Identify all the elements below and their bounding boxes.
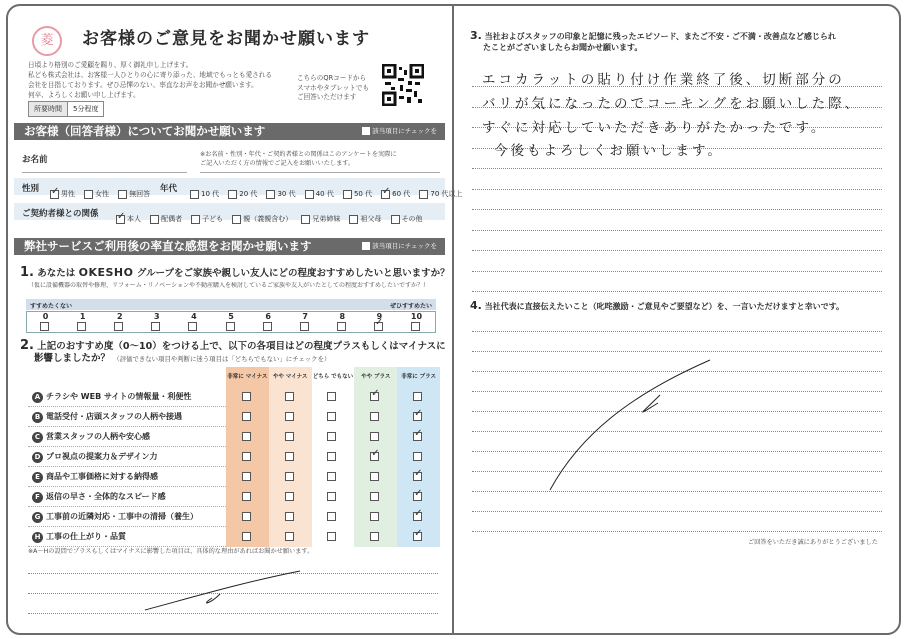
question-text: 当社代表に直接伝えたいこと（叱咤激励・ご意見やご要望など）を、一言いただけますと幸いです。 [484, 302, 844, 311]
rating-cell[interactable] [312, 507, 355, 527]
checkbox[interactable] [151, 322, 160, 331]
rating-cell[interactable] [269, 407, 312, 427]
checkbox[interactable] [40, 322, 49, 331]
item-label: F 返信の早さ・全体的なスピード感 [28, 487, 226, 507]
age-option[interactable]: 30 代 [266, 190, 295, 198]
table-row [28, 407, 440, 427]
item-label: A チラシや WEB サイトの情報量・利便性 [28, 387, 226, 407]
scale-option-3[interactable]: 3 [138, 312, 175, 332]
scale-option-8[interactable]: 8 [324, 312, 361, 332]
footnote: ※A〜Hの設問でプラスもしくはマイナスに影響した項目は、具体的な理由があればお聞かせ願います。 [28, 548, 314, 555]
scale-option-0[interactable]: 0 [27, 312, 64, 332]
intro-line: 何卒、よろしくお願い申し上げます。 [28, 91, 140, 99]
checkbox[interactable] [188, 322, 197, 331]
table-row [28, 527, 440, 547]
page-title: お客様のご意見をお聞かせ願います [82, 29, 370, 49]
checkbox[interactable] [370, 412, 379, 421]
scale-option-6[interactable]: 6 [250, 312, 287, 332]
handwritten-answer-line: すぐに対応していただきありがたかったです。 [482, 120, 828, 136]
question-text: 当社およびスタッフの印象と記憶に残ったエピソード、またご不安・ご不満・改善点など感じられ [484, 32, 836, 41]
item-badge: D [32, 452, 43, 463]
col-header: やや マイナス [269, 367, 312, 387]
item-label: C 営業スタッフの人柄や安心感 [28, 427, 226, 447]
name-line [22, 172, 187, 173]
qr-caption [297, 74, 377, 103]
checkbox[interactable] [370, 512, 379, 521]
scale-option-5[interactable]: 5 [212, 312, 249, 332]
rating-cell[interactable] [354, 467, 397, 487]
checkbox[interactable] [118, 190, 127, 199]
page-divider [452, 4, 454, 635]
checkbox[interactable] [413, 392, 422, 401]
col-header: どちら でもない [312, 367, 355, 387]
question-note: （評価できない項目や判断に迷う項目は「どちらでもない」にチェックを） [113, 355, 331, 363]
item-badge: G [32, 512, 43, 523]
checkbox[interactable] [242, 532, 251, 541]
item-label: D プロ視点の提案力＆デザイン力 [28, 447, 226, 467]
checkbox[interactable] [285, 452, 294, 461]
checkbox[interactable] [242, 512, 251, 521]
section-title: お客様（回答者様）についてお聞かせ願います [24, 124, 266, 138]
thanks-text: ご回答をいただき誠にありがとうございました [748, 539, 878, 546]
question-3 [470, 30, 890, 53]
intro-text [28, 60, 293, 100]
checkbox[interactable] [413, 532, 422, 541]
checkbox[interactable] [263, 322, 272, 331]
question-2 [20, 340, 450, 365]
checkbox[interactable] [50, 190, 59, 199]
checkbox[interactable] [374, 322, 383, 331]
rating-cell[interactable] [312, 387, 355, 407]
relation-options [116, 206, 427, 225]
checkbox[interactable] [242, 432, 251, 441]
checkbox[interactable] [285, 512, 294, 521]
rating-cell[interactable] [312, 427, 355, 447]
qr-code-icon[interactable] [382, 64, 424, 106]
rating-cell[interactable] [397, 387, 440, 407]
answer-line [472, 291, 882, 292]
question-1 [20, 265, 450, 280]
rating-cell[interactable] [269, 507, 312, 527]
gender-label: 性別 [22, 184, 40, 194]
checkbox[interactable] [327, 492, 336, 501]
section-title: 弊社サービスご利用後の率直な感想をお聞かせ願います [24, 239, 312, 253]
checkbox[interactable] [327, 432, 336, 441]
rating-cell[interactable] [226, 447, 269, 467]
rating-cell[interactable] [397, 427, 440, 447]
recommend-scale [26, 311, 436, 333]
rating-cell[interactable] [269, 447, 312, 467]
check-note: 該当項目にチェックを [362, 238, 437, 255]
scale-high-label: ぜひすすめたい [389, 303, 432, 310]
checkbox[interactable] [84, 190, 93, 199]
time-label: 所要時間 [29, 102, 68, 116]
item-badge: E [32, 472, 43, 483]
scale-option-10[interactable]: 10 [398, 312, 435, 332]
section-feedback-header [14, 238, 445, 255]
checkbox[interactable] [327, 512, 336, 521]
relation-option[interactable]: その他 [391, 215, 423, 223]
table-row [28, 447, 440, 467]
table-row [28, 387, 440, 407]
checkbox[interactable] [285, 412, 294, 421]
rating-cell[interactable] [226, 487, 269, 507]
rating-cell[interactable] [312, 487, 355, 507]
time-required [28, 101, 104, 117]
question-text-pre: あなたは [37, 268, 76, 279]
checkbox[interactable] [226, 322, 235, 331]
rating-cell[interactable] [312, 527, 355, 547]
rating-cell[interactable] [354, 507, 397, 527]
answer-line [472, 351, 882, 352]
scale-option-7[interactable]: 7 [287, 312, 324, 332]
question-text: 影響しましたか？ [34, 353, 111, 364]
rating-cell[interactable] [226, 527, 269, 547]
gender-option-male[interactable]: ✓ 男性 [50, 190, 75, 198]
answer-line [472, 230, 882, 231]
rating-cell[interactable] [269, 487, 312, 507]
rating-cell[interactable] [397, 527, 440, 547]
age-label: 年代 [160, 184, 178, 194]
handwritten-answer-line: バリが気になったのでコーキングをお願いした際、 [482, 96, 862, 112]
checkbox[interactable] [242, 472, 251, 481]
checkbox[interactable] [413, 492, 422, 501]
rating-cell[interactable] [269, 387, 312, 407]
scale-low-label: すすめたくない [30, 303, 73, 310]
rating-cell[interactable] [312, 447, 355, 467]
age-option[interactable]: 10 代 [190, 190, 219, 198]
checkbox[interactable] [327, 532, 336, 541]
checkbox[interactable] [413, 472, 422, 481]
rating-cell[interactable] [354, 527, 397, 547]
gender-option-female[interactable]: 女性 [84, 190, 109, 198]
col-header: やや プラス [354, 367, 397, 387]
checkbox[interactable] [242, 452, 251, 461]
age-option[interactable]: 40 代 [305, 190, 334, 198]
gender-options [50, 181, 154, 200]
col-header: 非常に マイナス [226, 367, 269, 387]
question-text-post: グループをご家族や親しい友人にどの程度おすすめしたいと思いますか？ [136, 268, 450, 279]
checkbox[interactable] [285, 432, 294, 441]
item-label: G 工事前の近隣対応・工事中の清掃（養生） [28, 507, 226, 527]
rating-cell[interactable] [397, 407, 440, 427]
intro-line: 日頃より格別のご愛顧を賜り、厚く御礼申し上げます。 [28, 61, 193, 69]
question-number: 4. [470, 299, 482, 312]
relation-option[interactable]: 祖父母 [349, 215, 381, 223]
stamp-logo: 菱 [32, 26, 62, 56]
question-number: 3. [470, 29, 482, 42]
name-label: お名前 [22, 155, 48, 165]
checkbox[interactable] [413, 452, 422, 461]
scale-option-4[interactable]: 4 [175, 312, 212, 332]
item-badge: A [32, 392, 43, 403]
relation-option[interactable]: 兄弟姉妹 [301, 215, 340, 223]
rating-cell[interactable] [397, 507, 440, 527]
item-badge: B [32, 412, 43, 423]
age-option[interactable]: 20 代 [228, 190, 257, 198]
answer-line [472, 531, 882, 532]
answer-line [472, 209, 882, 210]
col-header: 非常に プラス [397, 367, 440, 387]
checkbox[interactable] [242, 392, 251, 401]
rating-cell[interactable] [354, 407, 397, 427]
relation-label: ご契約者様との関係 [22, 209, 99, 219]
checkbox[interactable] [285, 492, 294, 501]
answer-line [472, 189, 882, 190]
rating-cell[interactable] [397, 447, 440, 467]
rating-cell[interactable] [354, 447, 397, 467]
name-note [200, 151, 440, 168]
rating-cell[interactable] [397, 487, 440, 507]
qr-caption-line: スマホやタブレットでも [297, 83, 370, 92]
answer-line [472, 271, 882, 272]
checkbox[interactable] [327, 392, 336, 401]
rating-cell[interactable] [312, 407, 355, 427]
gender-option-none[interactable]: 無回答 [118, 190, 150, 198]
table-row [28, 487, 440, 507]
answer-line [472, 168, 882, 169]
scale-option-2[interactable]: 2 [101, 312, 138, 332]
rating-cell[interactable] [269, 527, 312, 547]
item-label: H 工事の仕上がり・品質 [28, 527, 226, 547]
checkbox[interactable] [413, 432, 422, 441]
pen-stroke-right [540, 355, 720, 495]
pen-stroke-left [130, 568, 320, 618]
okesho-logo: OKESHO [78, 266, 134, 279]
rating-cell[interactable] [354, 387, 397, 407]
age-option[interactable]: 70 代以上 [419, 190, 462, 198]
checkbox[interactable] [337, 322, 346, 331]
question-4 [470, 300, 890, 312]
rating-cell[interactable] [269, 427, 312, 447]
checkbox[interactable] [285, 472, 294, 481]
rating-cell[interactable] [226, 507, 269, 527]
question-number: 2. [20, 338, 34, 353]
checkbox[interactable] [327, 472, 336, 481]
checkbox[interactable] [413, 412, 422, 421]
checkbox[interactable] [114, 322, 123, 331]
handwritten-answer-line: エコカラットの貼り付け作業終了後、切断部分の [482, 72, 845, 88]
checkbox[interactable] [370, 452, 379, 461]
section-respondent-header [14, 123, 445, 140]
checkbox[interactable] [327, 412, 336, 421]
intro-line: 私ども株式会社は、お客様一人ひとりの心に寄り添った、地域でもっとも愛される [28, 71, 272, 79]
checkbox[interactable] [370, 532, 379, 541]
question-1-note: （仮に設備機器の取替や修理、リフォーム・リノベーションや不動産購入を検討しているご家族や友人がいたとしての程度おすすめしたいですか？） [28, 282, 430, 289]
age-option[interactable]: 50 代 [343, 190, 372, 198]
checkbox[interactable] [242, 492, 251, 501]
time-value: 5分程度 [73, 105, 99, 113]
checkbox[interactable] [413, 512, 422, 521]
checkbox[interactable] [370, 492, 379, 501]
rating-cell[interactable] [226, 427, 269, 447]
name-note-line: ※お名前・性別・年代・ご契約者様との関係はこのアンケートを実際に [200, 151, 397, 158]
rating-cell[interactable] [354, 487, 397, 507]
name-note-line: ご記入いただく方の情報でご記入をお願いいたします。 [200, 159, 355, 167]
relation-option[interactable]: 配偶者 [150, 215, 182, 223]
item-label: B 電話受付・店頭スタッフの人柄や接遇 [28, 407, 226, 427]
relation-option[interactable]: 親（義親含む） [232, 215, 292, 223]
item-badge: C [32, 432, 43, 443]
rating-cell[interactable] [269, 467, 312, 487]
question-text: 上記のおすすめ度（0〜10）をつける上で、以下の各項目はどの程度プラスもしくはマイナスに [37, 341, 446, 352]
scale-option-1[interactable]: 1 [64, 312, 101, 332]
item-badge: F [32, 492, 43, 503]
table-row [28, 467, 440, 487]
item-badge: H [32, 532, 43, 543]
checkbox[interactable] [77, 322, 86, 331]
scale-option-9[interactable] [361, 312, 398, 332]
question-text: たことがございましたらお聞かせ願います。 [483, 43, 643, 52]
question-number: 1. [20, 265, 34, 280]
checkbox[interactable] [370, 392, 379, 401]
qr-caption-line: ご回答いただけます [297, 93, 357, 101]
checkbox[interactable] [285, 392, 294, 401]
relation-option[interactable]: 子ども [191, 215, 223, 223]
checkbox[interactable] [285, 532, 294, 541]
answer-line [472, 250, 882, 251]
scale-header [26, 299, 436, 310]
rating-cell[interactable] [354, 427, 397, 447]
answer-line [472, 331, 882, 332]
check-note: 該当項目にチェックを [362, 123, 437, 140]
item-label: E 商品や工事価格に対する納得感 [28, 467, 226, 487]
checkbox[interactable] [370, 472, 379, 481]
answer-line [472, 511, 882, 512]
rating-cell[interactable] [226, 407, 269, 427]
rating-cell[interactable] [312, 467, 355, 487]
handwritten-answer-line: 今後もよろしくお願いします。 [494, 143, 724, 159]
checkbox[interactable] [327, 452, 336, 461]
evaluation-grid [28, 367, 440, 547]
relation-option[interactable]: ✓ 本人 [116, 215, 141, 223]
checkbox[interactable] [242, 412, 251, 421]
name-line [200, 172, 440, 173]
age-options [190, 181, 467, 200]
table-row [28, 507, 440, 527]
checkbox[interactable] [411, 322, 420, 331]
rating-cell[interactable] [226, 467, 269, 487]
qr-caption-line: こちらのQRコードから [297, 74, 367, 82]
checkbox[interactable] [300, 322, 309, 331]
intro-line: 会社を目指しております。ぜひ忌憚のない、率直なお声をお聞かせ願います。 [28, 81, 258, 89]
checkbox[interactable] [370, 432, 379, 441]
table-row [28, 427, 440, 447]
rating-cell[interactable] [397, 467, 440, 487]
age-option[interactable]: ✓ 60 代 [381, 190, 410, 198]
rating-cell[interactable] [226, 387, 269, 407]
